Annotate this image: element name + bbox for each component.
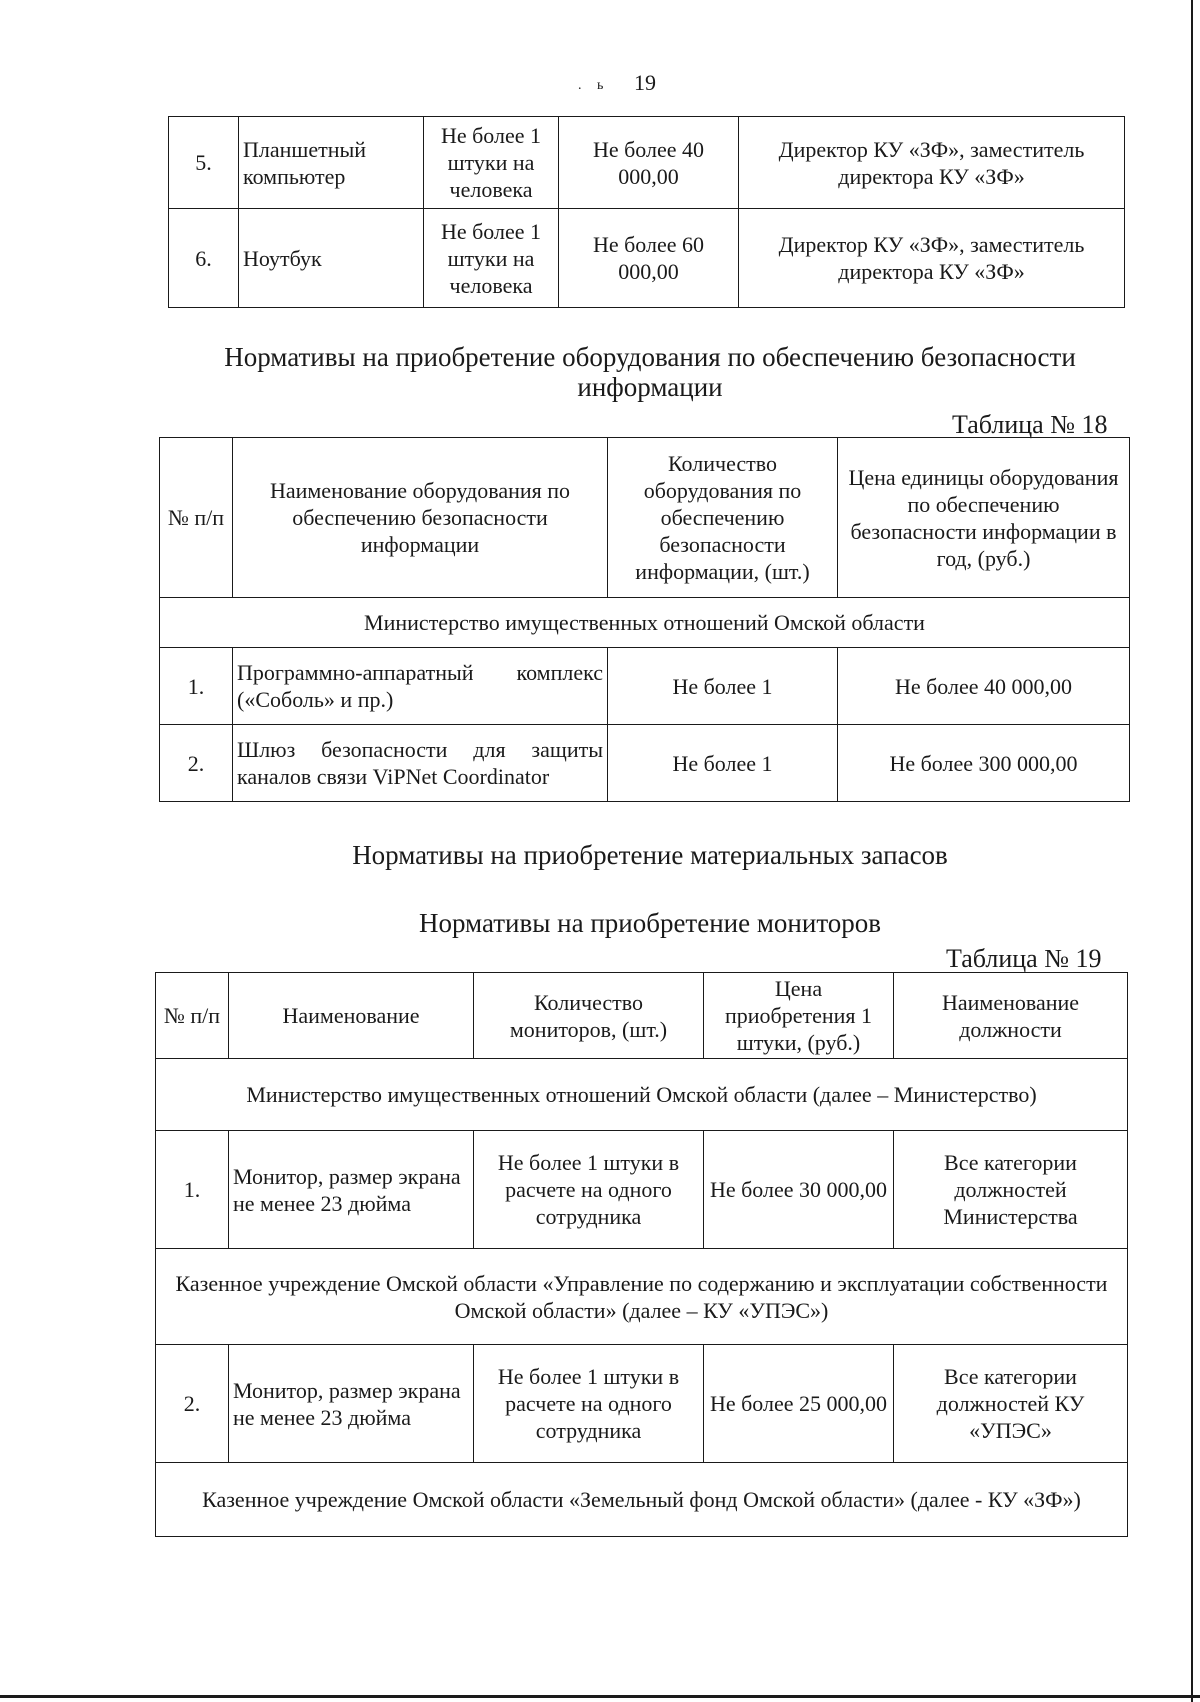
row-number: 2. [156, 1345, 229, 1463]
table-18-caption: Таблица № 18 [952, 410, 1108, 439]
item-name: Программно-аппаратный комплекс («Соболь» и пр.) [233, 648, 608, 725]
item-quantity: Не более 1 [608, 725, 838, 802]
item-price: Не более 60 000,00 [559, 209, 739, 308]
item-position: Все категории должностей Министерства [894, 1131, 1128, 1249]
security-heading: Нормативы на приобретение оборудования по обеспечению безопасности информации [224, 342, 1076, 402]
section-title: Министерство имущественных отношений Омской области [160, 598, 1130, 648]
page-marks: . ь [578, 78, 610, 93]
item-name: Планшетный компьютер [239, 117, 424, 209]
row-number: 1. [160, 648, 233, 725]
section-title: Министерство имущественных отношений Омской области (далее – Министерство) [156, 1059, 1128, 1131]
item-quantity: Не более 1 штуки на человека [424, 209, 559, 308]
scan-bottom-line [0, 1695, 1200, 1698]
header-price: Цена единицы оборудования по обеспечению безопасности информации в год, (руб.) [838, 438, 1130, 598]
monitors-heading: Нормативы на приобретение мониторов [418, 908, 882, 938]
header-row [160, 438, 1130, 598]
materials-heading: Нормативы на приобретение материальных запасов [352, 840, 948, 870]
header-quantity: Количество мониторов, (шт.) [474, 973, 704, 1059]
section-row [156, 1463, 1128, 1537]
item-quantity: Не более 1 штуки в расчете на одного сотрудника [474, 1131, 704, 1249]
scan-edge-line [1191, 0, 1193, 1702]
item-name: Монитор, размер экрана не менее 23 дюйма [229, 1131, 474, 1249]
item-position: Директор КУ «ЗФ», заместитель директора КУ «ЗФ» [739, 117, 1125, 209]
item-price: Не более 40 000,00 [838, 648, 1130, 725]
page-number: 19 [634, 70, 656, 95]
item-name: Шлюз безопасности для защиты каналов связи ViPNet Coordinator [233, 725, 608, 802]
row-number: 1. [156, 1131, 229, 1249]
security-equipment-table [159, 437, 1130, 802]
monitors-table [155, 972, 1128, 1537]
table-row [160, 725, 1130, 802]
section-title: Казенное учреждение Омской области «Управление по содержанию и эксплуатации собственности Омской области» (далее – КУ «УПЭС») [156, 1249, 1128, 1345]
table-row [156, 1131, 1128, 1249]
header-position: Наименование должности [894, 973, 1128, 1059]
item-price: Не более 30 000,00 [704, 1131, 894, 1249]
section-title: Казенное учреждение Омской области «Земельный фонд Омской области» (далее - КУ «ЗФ») [156, 1463, 1128, 1537]
header-name: Наименование [229, 973, 474, 1059]
table-row [169, 209, 1125, 308]
item-price: Не более 300 000,00 [838, 725, 1130, 802]
row-number: 2. [160, 725, 233, 802]
section-row [156, 1249, 1128, 1345]
item-price: Не более 25 000,00 [704, 1345, 894, 1463]
item-quantity: Не более 1 штуки на человека [424, 117, 559, 209]
section-row [156, 1059, 1128, 1131]
item-name: Монитор, размер экрана не менее 23 дюйма [229, 1345, 474, 1463]
row-number: 5. [169, 117, 239, 209]
header-row [156, 973, 1128, 1059]
devices-table [168, 116, 1125, 308]
section-row [160, 598, 1130, 648]
item-name: Ноутбук [239, 209, 424, 308]
table-19-caption: Таблица № 19 [946, 944, 1102, 973]
item-quantity: Не более 1 [608, 648, 838, 725]
item-price: Не более 40 000,00 [559, 117, 739, 209]
header-price: Цена приобретения 1 штуки, (руб.) [704, 973, 894, 1059]
table-row [160, 648, 1130, 725]
row-number: 6. [169, 209, 239, 308]
header-num: № п/п [160, 438, 233, 598]
header-quantity: Количество оборудования по обеспечению безопасности информации, (шт.) [608, 438, 838, 598]
table-row [169, 117, 1125, 209]
header-name: Наименование оборудования по обеспечению безопасности информации [233, 438, 608, 598]
item-position: Директор КУ «ЗФ», заместитель директора КУ «ЗФ» [739, 209, 1125, 308]
header-num: № п/п [156, 973, 229, 1059]
table-row [156, 1345, 1128, 1463]
item-position: Все категории должностей КУ «УПЭС» [894, 1345, 1128, 1463]
item-quantity: Не более 1 штуки в расчете на одного сотрудника [474, 1345, 704, 1463]
